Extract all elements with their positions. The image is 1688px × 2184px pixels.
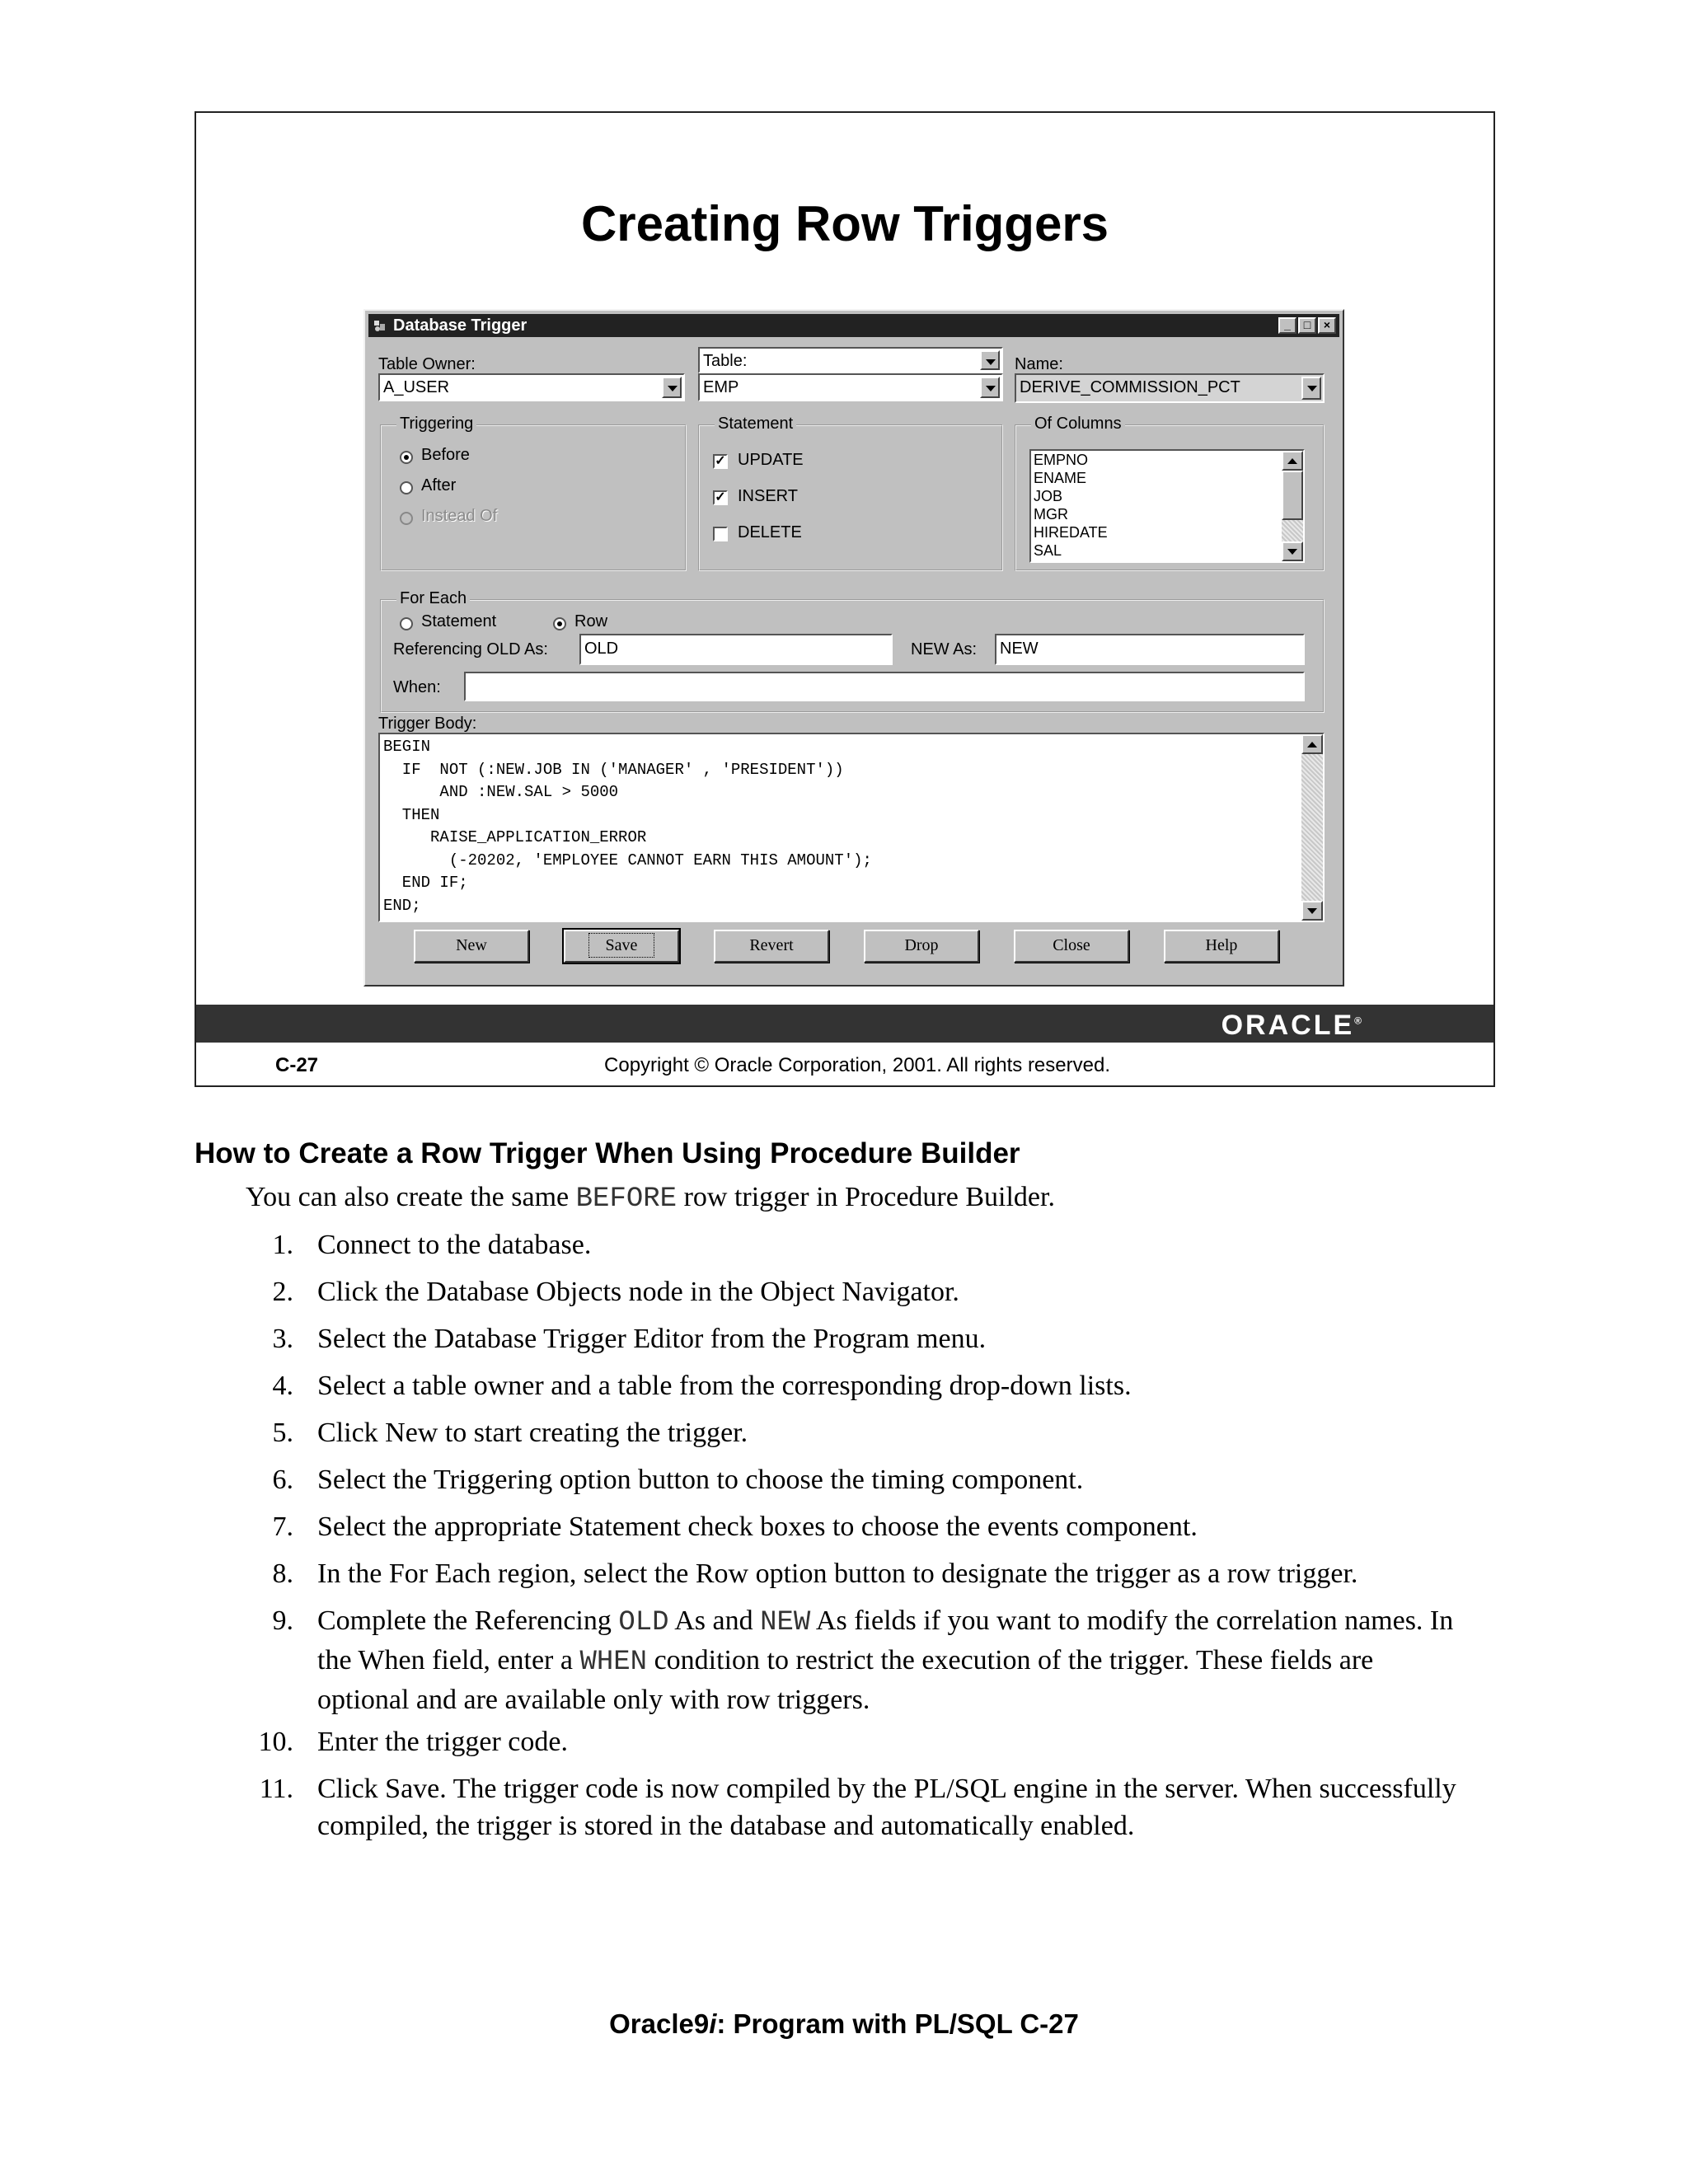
of-columns-group-title: Of Columns	[1031, 415, 1125, 434]
triggering-group-title: Triggering	[396, 415, 476, 434]
intro-paragraph: You can also create the same BEFORE row trigger in Procedure Builder.	[246, 1182, 1055, 1215]
referencing-old-label: Referencing OLD As:	[393, 640, 548, 658]
chevron-down-icon[interactable]	[980, 350, 1000, 370]
table-owner-dropdown[interactable]	[378, 373, 685, 401]
help-button[interactable]: Help	[1164, 930, 1279, 963]
referencing-old-field[interactable]	[579, 634, 893, 665]
app-icon	[373, 319, 387, 332]
minimize-button[interactable]: _	[1278, 317, 1296, 334]
table-owner-value: A_USER	[383, 378, 450, 396]
columns-scrollbar[interactable]	[1282, 451, 1303, 561]
drop-button[interactable]: Drop	[864, 930, 979, 963]
instead-of-label: Instead Of	[421, 507, 498, 525]
after-label: After	[421, 476, 457, 494]
slide-number: C-27	[275, 1054, 319, 1076]
name-dropdown[interactable]	[1015, 373, 1325, 403]
list-item[interactable]: HIREDATE	[1034, 524, 1108, 541]
update-label: UPDATE	[738, 451, 804, 469]
chevron-down-icon[interactable]	[1301, 377, 1321, 400]
for-each-group	[380, 589, 1325, 713]
insert-checkbox[interactable]: ✓	[713, 490, 728, 505]
trigger-code[interactable]: BEGIN IF NOT (:NEW.JOB IN ('MANAGER' , 'PRESIDENT')) AND :NEW.SAL > 5000 THEN RAISE_APPLICATION_ERROR (-20202, 'EMPLOYEE CANNOT EARN THIS AMOUNT'); END IF; END;	[383, 738, 872, 915]
statement-radio-label: Statement	[421, 612, 497, 630]
for-each-group-title: For Each	[396, 589, 470, 608]
triggering-group	[380, 415, 687, 571]
when-field[interactable]	[464, 672, 1305, 701]
new-as-field[interactable]	[995, 634, 1305, 665]
name-value: DERIVE_COMMISSION_PCT	[1020, 378, 1240, 396]
after-radio[interactable]	[400, 481, 413, 494]
new-as-label: NEW As:	[911, 640, 978, 658]
save-button[interactable]: Save	[564, 930, 679, 963]
columns-listbox[interactable]	[1029, 449, 1305, 563]
update-checkbox[interactable]: ✓	[713, 454, 728, 469]
slide-copyright: Copyright © Oracle Corporation, 2001. All rights reserved.	[604, 1054, 1110, 1076]
table-label: Table:	[703, 352, 748, 370]
scroll-thumb[interactable]	[1282, 471, 1303, 520]
scroll-up-icon[interactable]	[1301, 734, 1323, 754]
insert-label: INSERT	[738, 487, 798, 505]
list-item[interactable]: MGR	[1034, 506, 1068, 523]
when-label: When:	[393, 678, 441, 696]
page-footer: Oracle9i: Program with PL/SQL C-27	[609, 2008, 1079, 2039]
database-trigger-dialog	[363, 309, 1344, 987]
before-radio[interactable]	[400, 451, 413, 464]
list-item[interactable]: EMPNO	[1034, 452, 1089, 468]
table-dropdown[interactable]	[698, 373, 1003, 401]
delete-checkbox[interactable]	[713, 527, 728, 541]
slide-footer-bar	[196, 1005, 1493, 1043]
delete-label: DELETE	[738, 523, 802, 541]
statement-group-title: Statement	[715, 415, 796, 434]
revert-button[interactable]: Revert	[714, 930, 829, 963]
chevron-down-icon[interactable]	[980, 377, 1000, 398]
list-item[interactable]: ENAME	[1034, 470, 1087, 486]
scroll-up-icon[interactable]	[1282, 451, 1303, 471]
dialog-button-row	[364, 926, 1345, 968]
slide-title: Creating Row Triggers	[580, 196, 1109, 251]
before-label: Before	[421, 446, 470, 464]
close-button[interactable]: Close	[1014, 930, 1129, 963]
statement-radio[interactable]	[400, 617, 413, 630]
table-owner-label: Table Owner:	[378, 355, 476, 373]
list-item[interactable]: JOB	[1034, 488, 1063, 504]
table-label-box	[698, 347, 1003, 373]
oracle-logo: ORACLE®	[1221, 1010, 1362, 1041]
list-item[interactable]: SAL	[1034, 542, 1062, 559]
close-window-button[interactable]: ×	[1318, 317, 1336, 334]
name-label: Name:	[1015, 355, 1063, 373]
statement-group	[698, 415, 1003, 571]
new-button[interactable]: New	[414, 930, 529, 963]
row-radio[interactable]	[553, 617, 566, 630]
scroll-down-icon[interactable]	[1301, 901, 1323, 921]
instead-of-radio	[400, 512, 413, 525]
dialog-titlebar	[368, 314, 1339, 337]
trigger-body-editor[interactable]	[378, 733, 1325, 922]
dialog-title: Database Trigger	[393, 316, 528, 335]
of-columns-group	[1015, 415, 1325, 571]
maximize-button[interactable]: □	[1298, 317, 1316, 334]
trigger-body-label: Trigger Body:	[378, 715, 477, 733]
referencing-old-value: OLD	[584, 640, 619, 658]
chevron-down-icon[interactable]	[662, 377, 682, 398]
code-scrollbar[interactable]	[1301, 734, 1323, 921]
new-as-value: NEW	[1000, 640, 1039, 658]
section-heading: How to Create a Row Trigger When Using Procedure Builder	[195, 1137, 1020, 1169]
table-value: EMP	[703, 378, 739, 396]
scroll-down-icon[interactable]	[1282, 541, 1303, 561]
row-radio-label: Row	[574, 612, 608, 630]
